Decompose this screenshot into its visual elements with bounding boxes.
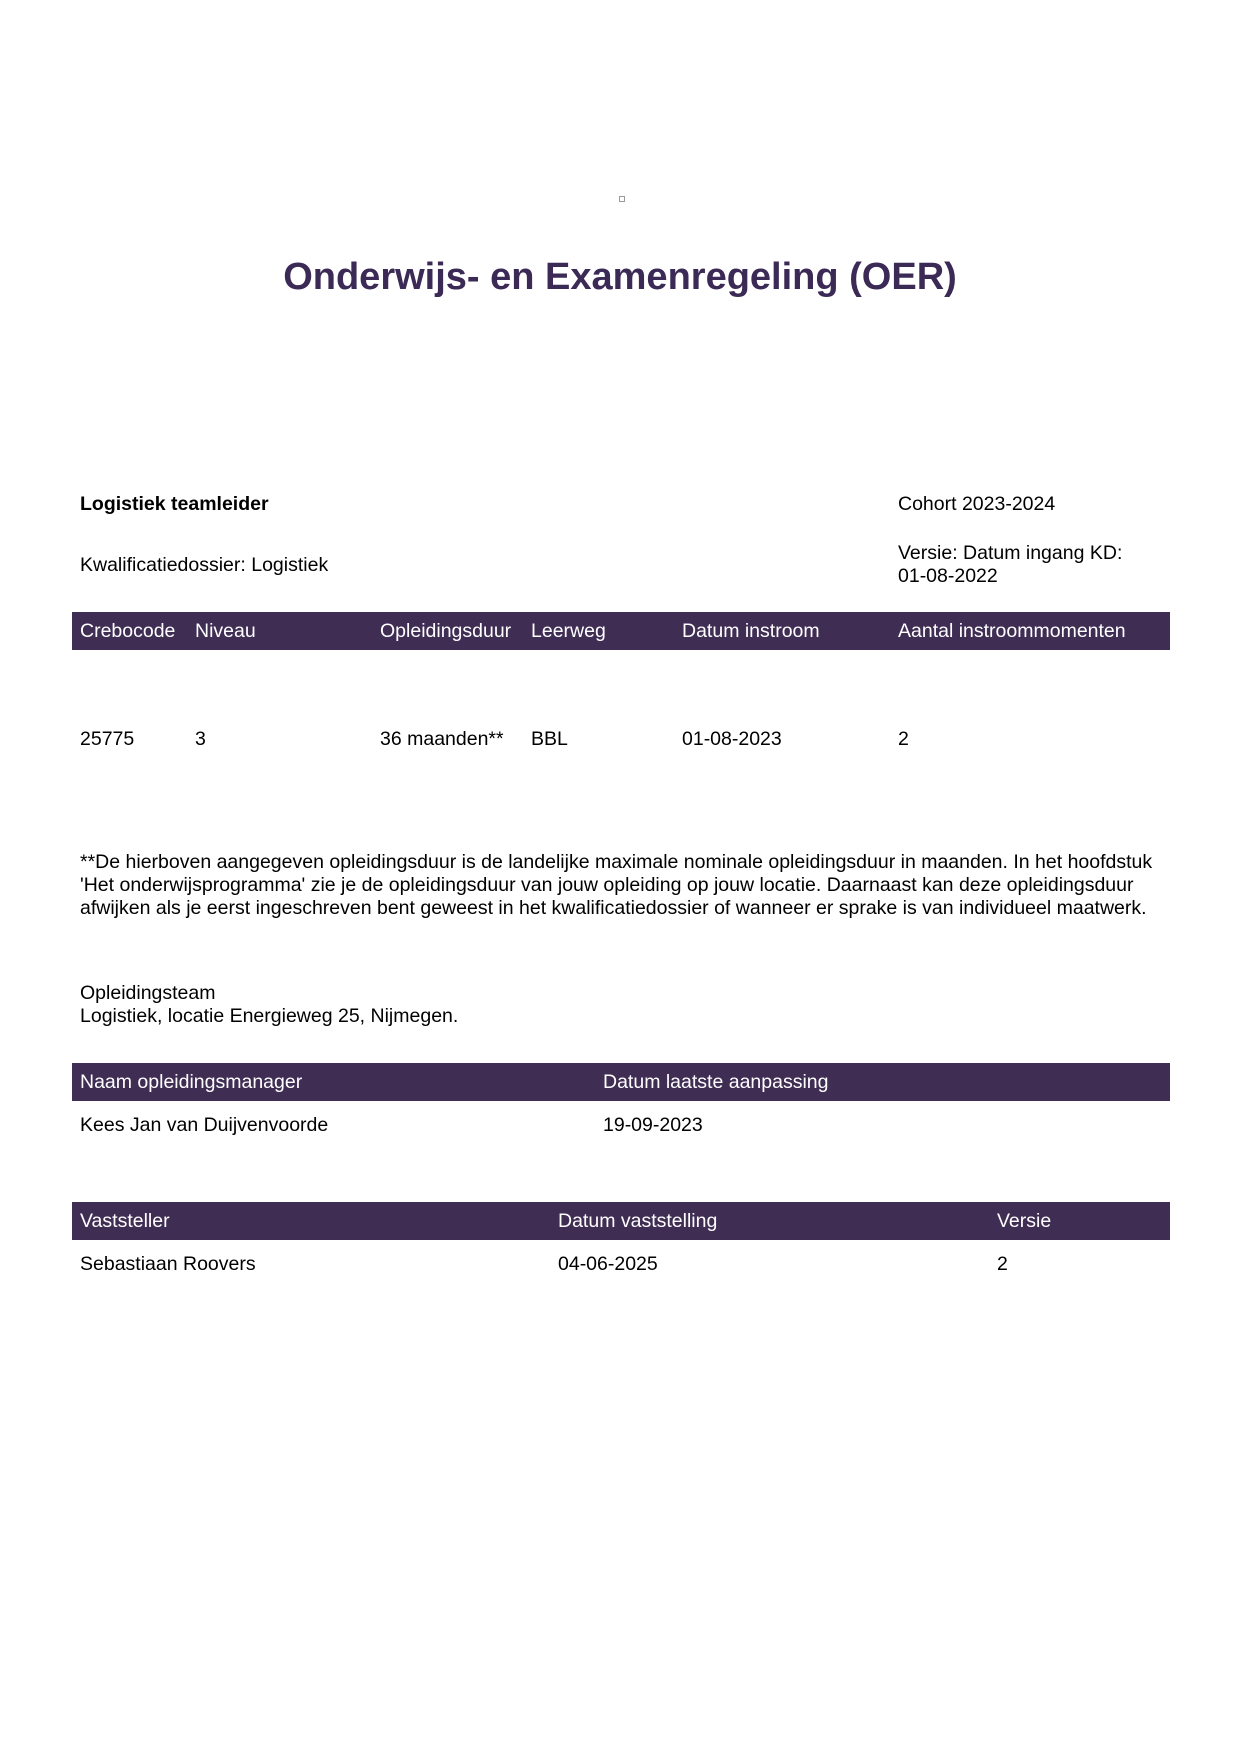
cell-vaststeller: Sebastiaan Roovers: [80, 1253, 256, 1275]
cell-opleidingsduur: 36 maanden**: [380, 728, 504, 750]
cell-last-modified-date: 19-09-2023: [603, 1114, 703, 1136]
header-vaststeller: Vaststeller: [80, 1210, 170, 1232]
header-datum-laatste-aanpassing: Datum laatste aanpassing: [603, 1071, 829, 1093]
program-table-header: [72, 612, 1170, 650]
cell-manager-name: Kees Jan van Duijvenvoorde: [80, 1114, 329, 1136]
cell-aantal-instroommomenten: 2: [898, 728, 909, 750]
cell-datum-vaststelling: 04-06-2025: [558, 1253, 658, 1275]
header-datum-instroom: Datum instroom: [682, 620, 820, 642]
team-location: Logistiek, locatie Energieweg 25, Nijmegen.: [80, 1005, 459, 1027]
document-title: Onderwijs- en Examenregeling (OER): [283, 256, 957, 298]
cell-crebocode: 25775: [80, 728, 135, 750]
header-leerweg: Leerweg: [531, 620, 606, 642]
duration-footnote: **De hierboven aangegeven opleidingsduur is de landelijke maximale nominale opleidingsduur in maanden. In het hoofdstuk 'Het onderwijsprogramma' zie je de opleidingsduur van jouw opleiding op jouw locatie. Daarnaast kan deze opleidingsduur afwijken als je eerst ingeschreven bent geweest in het kwalificatiedossier of wanneer er sprake is van individueel maatwerk.: [80, 851, 1153, 919]
cell-versie: 2: [997, 1253, 1008, 1275]
cohort-label: Cohort 2023-2024: [898, 493, 1056, 515]
program-name: Logistiek teamleider: [80, 493, 269, 515]
version-line-1: Versie: Datum ingang KD:: [898, 542, 1123, 564]
team-label: Opleidingsteam: [80, 982, 216, 1004]
qualification-dossier: Kwalificatiedossier: Logistiek: [80, 554, 329, 576]
cell-datum-instroom: 01-08-2023: [682, 728, 782, 750]
header-aantal-instroommomenten: Aantal instroommomenten: [898, 620, 1126, 642]
header-datum-vaststelling: Datum vaststelling: [558, 1210, 718, 1232]
version-line-2: 01-08-2022: [898, 565, 998, 587]
manager-table-header: [72, 1063, 1170, 1101]
header-naam-opleidingsmanager: Naam opleidingsmanager: [80, 1071, 303, 1093]
logo-placeholder-icon: [619, 196, 625, 202]
approval-table-header: [72, 1202, 1170, 1240]
cell-leerweg: BBL: [531, 728, 568, 750]
cell-niveau: 3: [195, 728, 206, 750]
header-versie: Versie: [997, 1210, 1052, 1232]
header-niveau: Niveau: [195, 620, 256, 642]
header-opleidingsduur: Opleidingsduur: [380, 620, 512, 642]
header-crebocode: Crebocode: [80, 620, 176, 642]
